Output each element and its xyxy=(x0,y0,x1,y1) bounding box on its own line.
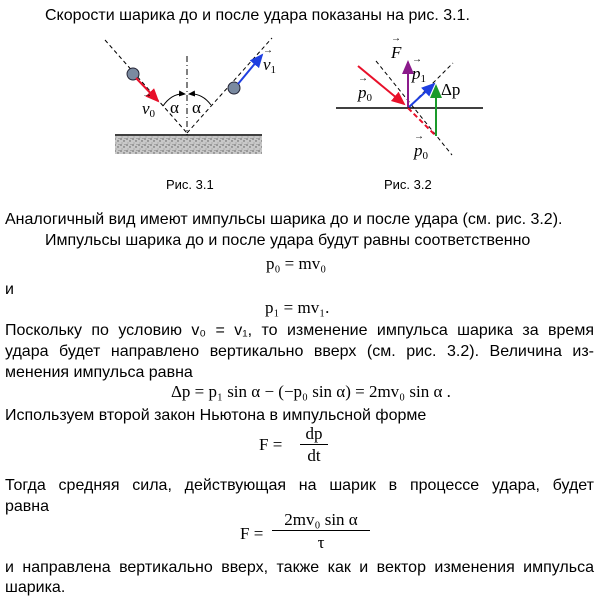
v1-label: → $v_1$ xyxy=(263,55,276,76)
text-para3-l2: удара будет направлено вертикально вверх (см. рис. 3.2). Величина из- xyxy=(5,343,594,360)
equation-F-result-lhs: F = xyxy=(240,524,264,543)
p1-arrow xyxy=(409,84,434,107)
text-para3-l3: менения импульса равна xyxy=(5,364,193,381)
dp-label: Δp xyxy=(441,80,461,99)
text-para6-l1: и направлена вертикально вверх, также как и вектор изменения импульса xyxy=(5,559,594,576)
figure-3-1 xyxy=(105,38,272,154)
equation-F-derivative-den: dt xyxy=(307,446,321,465)
text-and: и xyxy=(5,281,14,298)
v1-arrow xyxy=(238,55,262,84)
equation-F-result-num: 2mv₀ sin α xyxy=(272,510,370,531)
caption-3-2: Рис. 3.2 xyxy=(384,177,432,192)
ground-surface xyxy=(115,136,262,154)
equation-F-derivative-num: dp xyxy=(300,424,328,445)
caption-3-1: Рис. 3.1 xyxy=(166,177,214,192)
alpha-right-label: α xyxy=(192,98,201,117)
text-para3-l1: Поскольку по условию v₀ = v₁, то изменение импульса шарика за время xyxy=(5,322,594,339)
equation-dp: Δp = p₁ sin α − (−p₀ sin α) = 2mv₀ sin α . xyxy=(171,382,451,401)
intro-text: Скорости шарика до и после удара показаны на рис. 3.1. xyxy=(45,7,470,24)
equation-p0: p₀ = mv₀ xyxy=(266,254,327,273)
F-label: → F xyxy=(391,43,401,63)
p0-label: → $p_0$ xyxy=(358,83,372,104)
text-para6-l2: шарика. xyxy=(5,579,66,596)
text-line2: Импульсы шарика до и после удара будут равны соответственно xyxy=(45,232,531,249)
text-newton: Используем второй закон Ньютона в импульсной форме xyxy=(5,407,427,424)
figures xyxy=(0,0,600,200)
p1-label: → $p_1$ xyxy=(412,64,426,85)
text-para5-l1: Тогда средняя сила, действующая на шарик в процессе удара, будет xyxy=(5,477,594,494)
text-para5-l2: равна xyxy=(5,498,50,515)
alpha-left-label: α xyxy=(170,98,179,117)
text-line1: Аналогичный вид имеют импульсы шарика до и после удара (см. рис. 3.2). xyxy=(5,211,563,228)
p0-bottom-label: → $p_0$ xyxy=(414,141,428,162)
equation-p1: p₁ = mv₁. xyxy=(265,298,330,317)
equation-F-derivative-lhs: F = xyxy=(259,435,283,454)
v0-label: → $v_0$ xyxy=(142,99,155,120)
equation-F-result-den: τ xyxy=(317,533,325,552)
